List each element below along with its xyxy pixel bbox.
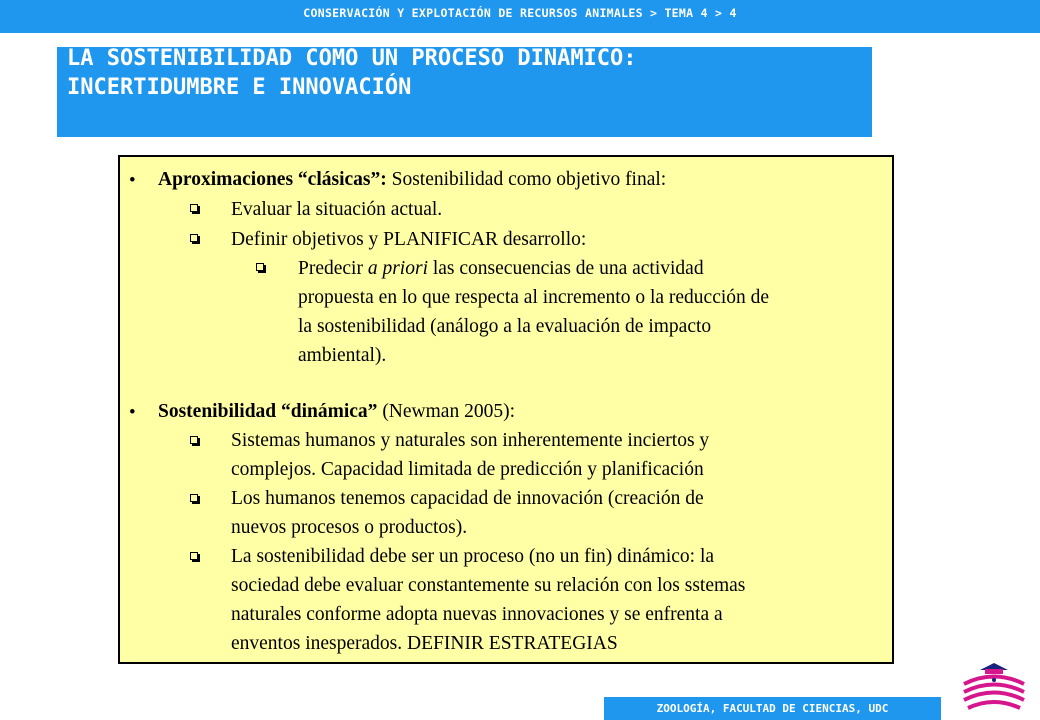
section1-subitem-line1 [298, 256, 704, 282]
bullet-dot: • [129, 402, 136, 423]
sub1-post: las consecuencias de una actividad [427, 258, 704, 279]
bullet-dot: • [129, 170, 136, 191]
square-bullet-icon [190, 552, 200, 562]
section2-heading-bold: Sostenibilidad “dinámica” [158, 401, 378, 422]
sub1-italic: a priori [367, 258, 428, 279]
section2-item2-line1: Los humanos tenemos capacidad de innovación (creación de [231, 488, 704, 509]
slide-title: LA SOSTENIBILIDAD COMO UN PROCESO DINÁMICO: INCERTIDUMBRE E INNOVACIÓN [67, 47, 637, 100]
footer-text: ZOOLOGÍA, FACULTAD DE CIENCIAS, UDC [656, 702, 889, 715]
section1-heading-rest: Sostenibilidad como objetivo final: [386, 169, 667, 190]
title-box [57, 47, 872, 137]
header-bar [0, 0, 1040, 33]
square-bullet-icon [190, 494, 200, 504]
section2-item1-line2: complejos. Capacidad limitada de predicción y planificación [231, 459, 704, 480]
section1-heading-bold: Aproximaciones “clásicas”: [158, 169, 387, 190]
section1-subitem-line4: ambiental). [298, 345, 387, 366]
section2-item2-line2: nuevos procesos o productos). [231, 517, 468, 538]
footer-bar [604, 697, 941, 720]
university-logo-icon [958, 660, 1030, 715]
section2-item3-line1: La sostenibilidad debe ser un proceso (no un fin) dinámico: la [231, 546, 715, 567]
section2-item3-line4: enventos inesperados. DEFINIR ESTRATEGIAS [231, 633, 618, 654]
section2-item3-line2: sociedad debe evaluar constantemente su relación con los sstemas [231, 575, 746, 596]
section2-item1-line1: Sistemas humanos y naturales son inherentemente inciertos y [231, 430, 710, 451]
square-bullet-icon [190, 234, 200, 244]
square-bullet-icon [190, 204, 200, 214]
section2-heading-rest: (Newman 2005): [377, 401, 515, 422]
section1-subitem-line3: la sostenibilidad (análogo a la evaluación de impacto [298, 316, 712, 337]
section1-item1: Evaluar la situación actual. [231, 199, 443, 220]
section2-heading [158, 399, 515, 425]
square-bullet-icon [256, 263, 266, 273]
content-box [118, 155, 894, 664]
section1-item2: Definir objetivos y PLANIFICAR desarrollo: [231, 229, 587, 250]
sub1-pre: Predecir [298, 258, 368, 279]
square-bullet-icon [190, 436, 200, 446]
section2-item3-line3: naturales conforme adopta nuevas innovaciones y se enfrenta a [231, 604, 723, 625]
section1-heading [158, 167, 666, 193]
section1-subitem-line2: propuesta en lo que respecta al incremento o la reducción de [298, 287, 770, 308]
breadcrumb: CONSERVACIÓN Y EXPLOTACIÓN DE RECURSOS ANIMALES > TEMA 4 > 4 [303, 6, 737, 20]
